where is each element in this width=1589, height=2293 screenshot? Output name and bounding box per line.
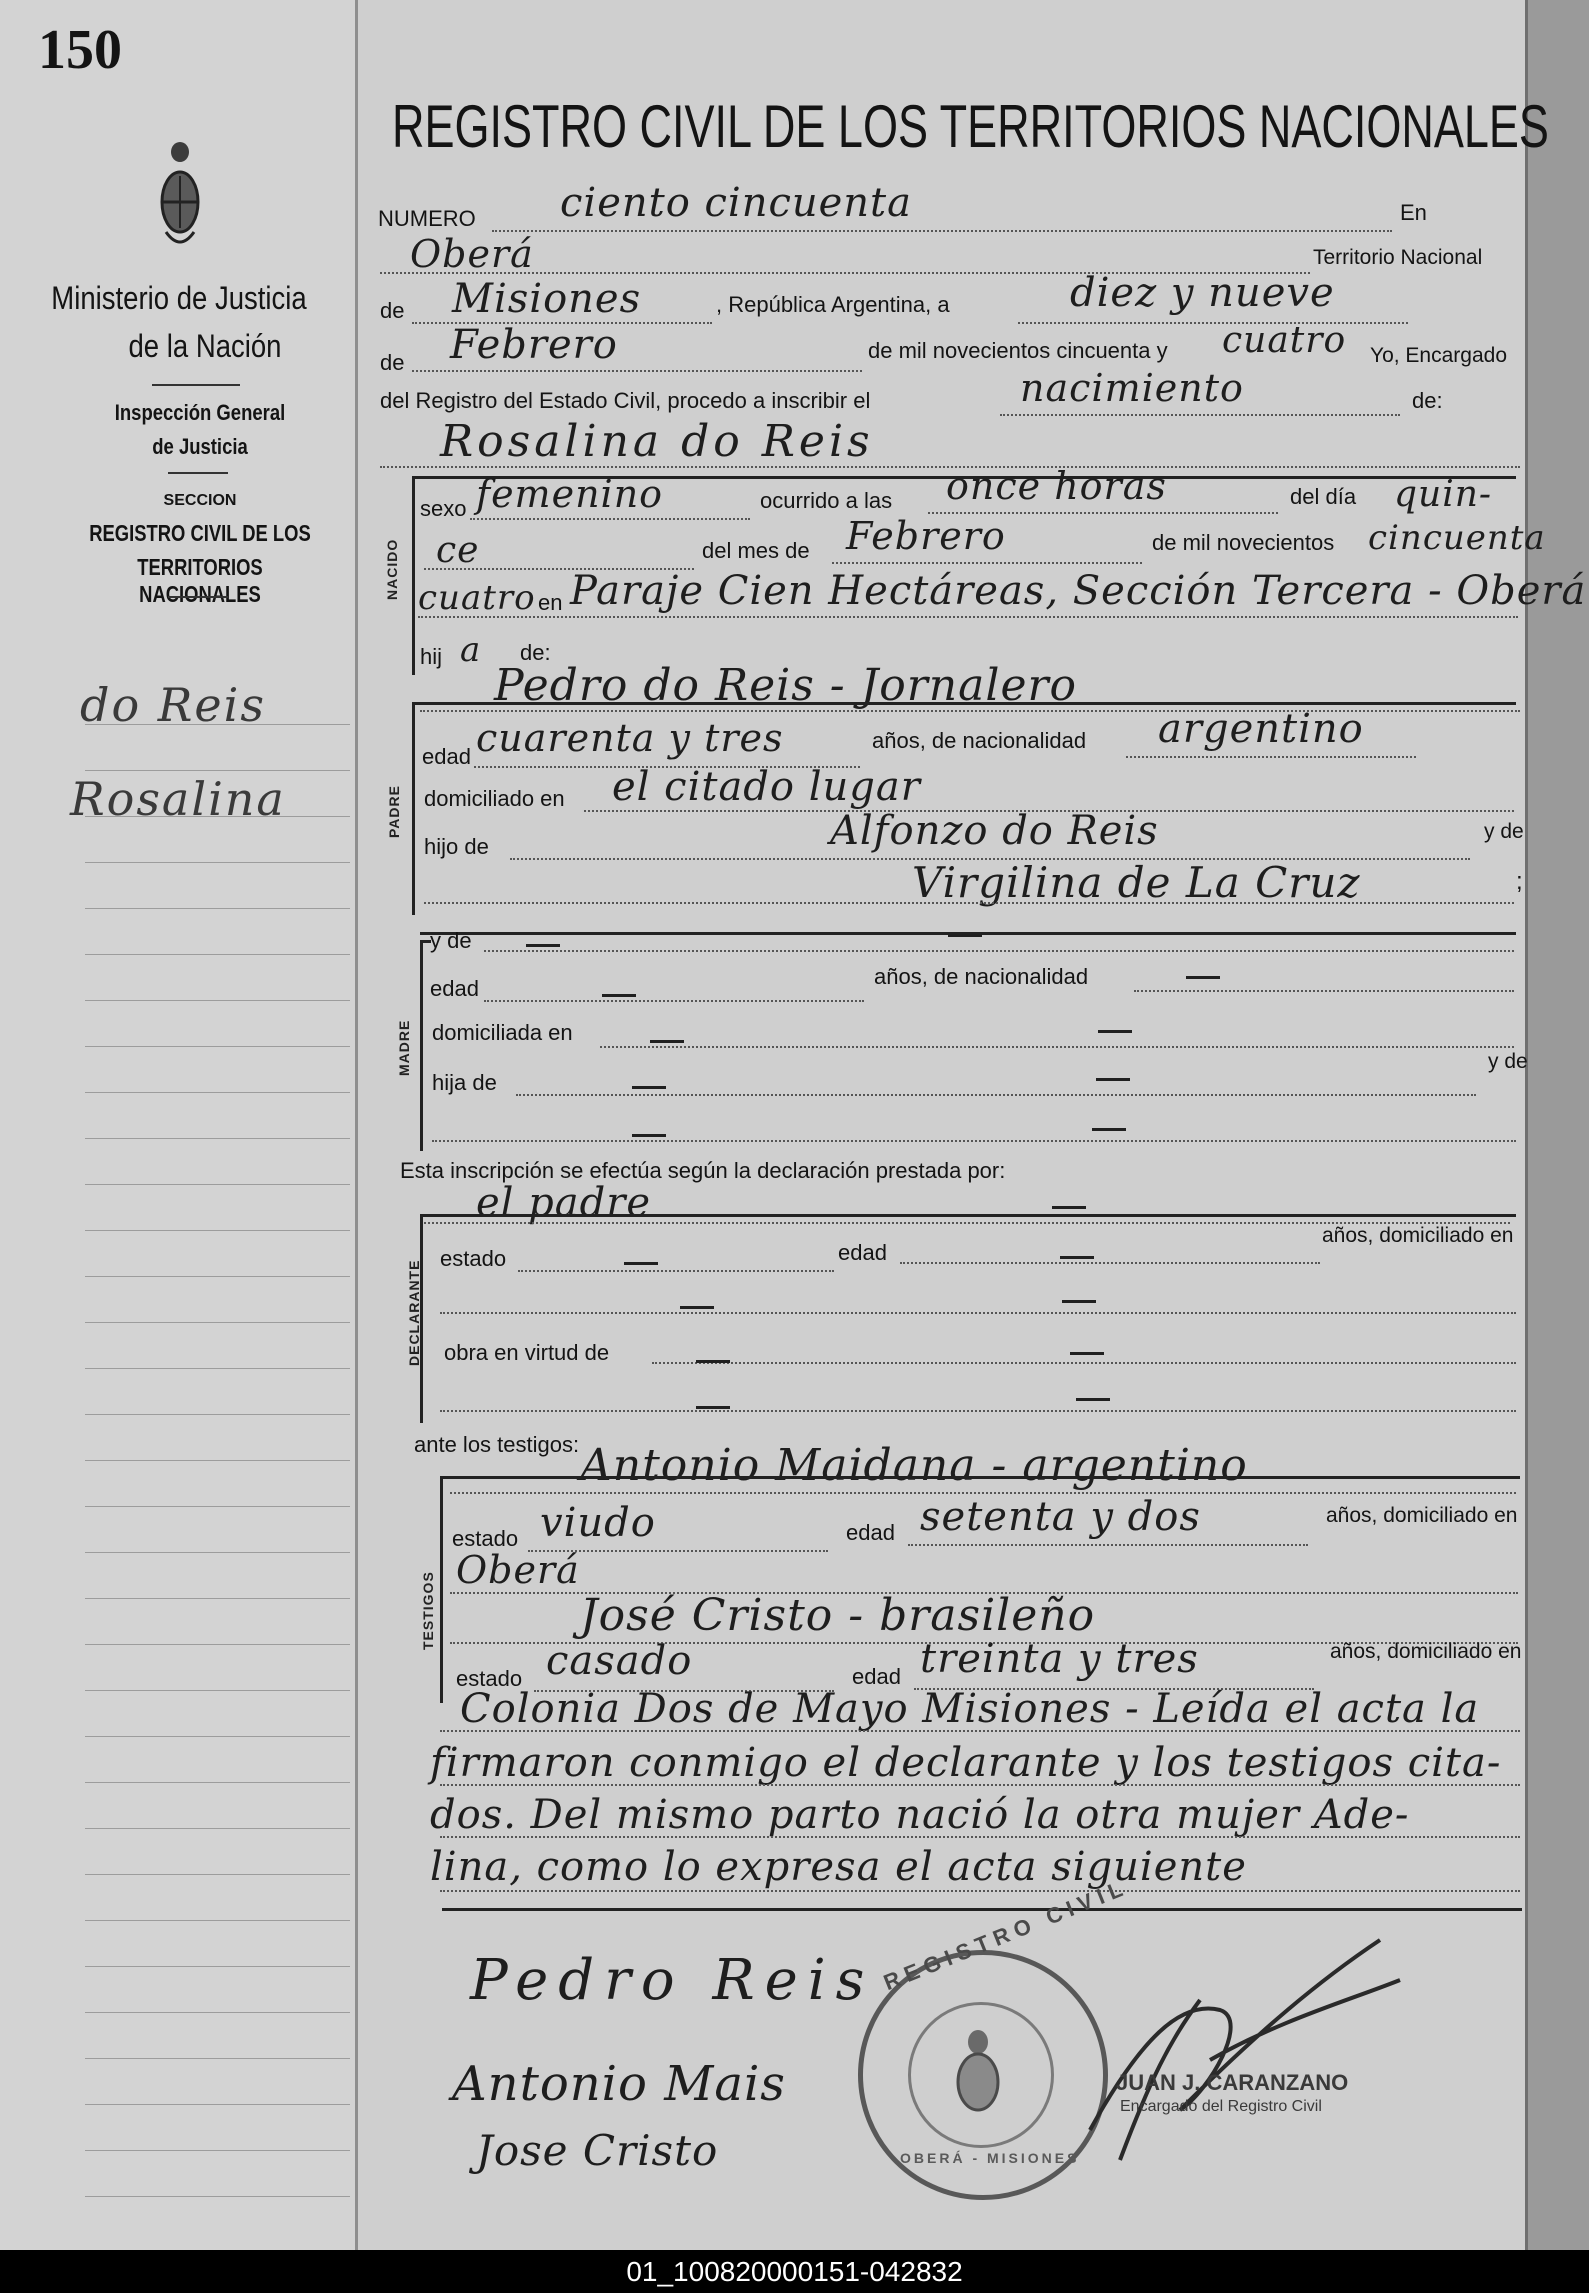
left-ruled-line [85,2058,350,2059]
sidebar-divider-2 [168,472,228,474]
left-ruled-line [85,1046,350,1047]
madre-dash-5 [650,1040,684,1043]
ante-testigos-label: ante los testigos: [414,1432,580,1457]
republica-label: , República Argentina, a [716,292,950,317]
declaracion-text: Esta inscripción se efectúa según la declaración prestada por: [400,1158,1006,1183]
padre-age: cuarenta y tres [476,716,784,760]
witness2-signature: Jose Cristo [476,2126,719,2175]
birth-year-label: de mil novecientos [1152,530,1335,555]
padre-top-rule [412,702,1516,705]
declarante-estado-label: estado [440,1246,507,1271]
madre-dom-line [600,1046,1514,1048]
madre-dash-7 [632,1086,666,1089]
witness1-estado: viudo [540,1500,656,1546]
left-ruled-line [85,770,350,771]
madre-dash-8 [1096,1078,1130,1081]
birth-month: Febrero [846,514,1006,558]
declarante-dash-5 [696,1360,730,1363]
left-ruled-line [85,1000,350,1001]
madre-y-de2-label: y de [1488,1050,1528,1073]
page-number: 150 [38,19,122,81]
stamp-text: REGISTRO CIVIL [880,1874,1132,1996]
intro-day: diez y nueve [1070,270,1335,316]
declarante-dash-3 [680,1306,714,1309]
madre-dash-10 [1092,1128,1126,1131]
officer-name: JUAN J. CARANZANO [1116,2070,1349,2095]
page-edge-shadow [1525,0,1589,2250]
numero-line [492,230,1392,232]
left-ruled-line [85,724,350,725]
section-line-2: TERRITORIOS NACIONALES [137,554,263,607]
declarante-anos-label: años, domiciliado en [1322,1224,1514,1247]
witness1-signature: Antonio Mais [452,2056,786,2112]
closing-line-1: Colonia Dos de Mayo Misiones - Leída el acta la [460,1686,1480,1732]
left-ruled-line [85,1414,350,1415]
left-ruled-line [85,1276,350,1277]
birth-place-line [418,616,1518,618]
left-ruled-line [85,1644,350,1645]
left-ruled-line [85,1874,350,1875]
padre-anos-label: años, de nacionalidad [872,728,1087,753]
intro-territory: Misiones [452,276,642,322]
decl-estado-line [518,1270,834,1272]
w1-edad-line [908,1544,1308,1546]
left-ruled-line [85,1322,350,1323]
left-ruled-line [85,1184,350,1185]
witness2-estado-label: estado [456,1666,523,1691]
de3-label: de: [1412,388,1443,413]
stamp-bottom-text: OBERÁ - MISIONES [900,2150,1080,2166]
de2-label: de [380,350,405,375]
decl-row4-line [440,1410,1516,1412]
en-place-label: en [538,590,563,615]
madre-parent2-line [432,1140,1516,1142]
padre-parent2-line [424,902,1514,904]
witness2-name: José Cristo - brasileño [580,1590,1096,1641]
declarante-dash-8 [1076,1398,1110,1401]
intro-month: Febrero [450,322,618,368]
left-ruled-line [85,954,350,955]
numero-value: ciento cincuenta [560,180,912,226]
intro-year: cuatro [1222,320,1347,361]
sidebar-given-name: Rosalina [70,772,286,826]
left-ruled-line [85,1598,350,1599]
inspection-line-2: de Justicia [152,434,248,459]
padre-parent1: Alfonzo do Reis [830,808,1159,854]
madre-nat-line [1134,990,1514,992]
decl-obra-line [652,1362,1516,1364]
declarante-obra-label: obra en virtud de [444,1340,610,1365]
intro-place: Oberá [410,232,534,276]
witness2-edad-label: edad [852,1664,901,1689]
testigos-top-rule [440,1476,1520,1479]
numero-label: NUMERO [378,206,476,231]
de-label: de [380,298,405,323]
left-ruled-line [85,1552,350,1553]
inspection-line-1: Inspección General [114,400,286,425]
witness1-estado-label: estado [452,1526,519,1551]
de-father-label: de: [520,640,551,665]
left-ruled-line [85,2012,350,2013]
left-ruled-line [85,1092,350,1093]
padre-nationality: argentino [1158,706,1364,752]
padre-edad-label: edad [422,744,471,769]
left-ruled-line [85,1230,350,1231]
padre-hijo-label: hijo de [424,834,489,859]
left-ruled-line [85,1736,350,1737]
document-title: REGISTRO CIVIL DE LOS TERRITORIOS NACIONALES [392,93,1549,160]
padre-domicilio: el citado lugar [612,764,921,810]
madre-dash-9 [632,1134,666,1137]
ocurrido-label: ocurrido a las [760,488,893,513]
left-ruled-line [85,1460,350,1461]
closing-line-2: firmaron conmigo el declarante y los testigos cita- [430,1740,1502,1786]
declarante-section-label: DECLARANTE [406,1259,422,1366]
padre-semicolon: ; [1516,868,1523,895]
padre-parent2: Virgilina de La Cruz [912,858,1361,907]
nacido-label: NACIDO [384,538,400,600]
territorio-label: Territorio Nacional [1313,246,1483,269]
en-label: En [1400,200,1427,225]
encargado-label: Yo, Encargado [1370,344,1508,367]
decl-row2-line [440,1312,1516,1314]
witness1-edad: setenta y dos [920,1494,1201,1540]
padre-domicilio-label: domiciliado en [424,786,565,811]
testigos-bracket [440,1476,451,1703]
witness2-edad: treinta y tres [920,1636,1199,1682]
madre-hija-label: hija de [432,1070,497,1095]
sidebar-divider [152,384,240,386]
closing-line-3-rule [440,1836,1520,1838]
madre-bracket [420,940,431,1151]
madre-dash-4 [1186,976,1220,979]
witness1-domicilio: Oberá [456,1548,580,1592]
hija-label: hij [420,644,443,669]
left-ruled-line [85,1368,350,1369]
footer-code: 01_100820000151-042832 [0,2250,1589,2293]
declarante-dash-1 [624,1262,658,1265]
madre-y-de-label: y de [430,928,472,953]
left-ruled-line [85,2150,350,2151]
left-ruled-line [85,862,350,863]
left-ruled-line [85,1138,350,1139]
stamp-emblem-icon [948,2022,1008,2122]
left-ruled-line [85,1920,350,1921]
left-ruled-line [85,1966,350,1967]
declarante-signature: Pedro Reis [470,1948,875,2013]
birth-place: Paraje Cien Hectáreas, Sección Tercera - Oberá [570,568,1587,614]
decl-edad-line [900,1262,1320,1264]
birth-year: cincuenta [1368,518,1546,558]
year-label: de mil novecientos cincuenta y [868,338,1168,363]
left-ruled-line [85,2104,350,2105]
time-value: once horas [946,464,1167,508]
left-ruled-line [85,1506,350,1507]
declarante-dash-0 [1052,1206,1086,1209]
father-name: Pedro do Reis - Jornalero [494,660,1078,711]
padre-bracket [412,702,423,915]
witness1-anos-label: años, domiciliado en [1326,1504,1518,1527]
sexo-value: femenino [476,472,664,516]
left-ruled-line [85,1782,350,1783]
sidebar-surname: do Reis [80,678,266,732]
witness1-edad-label: edad [846,1520,895,1545]
person-name: Rosalina do Reis [440,416,874,467]
testigos-section-label: TESTIGOS [420,1571,436,1650]
closing-line-3: dos. Del mismo parto nació la otra mujer Ade- [430,1792,1410,1838]
declarante-dash-6 [1070,1352,1104,1355]
madre-domicilio-label: domiciliada en [432,1020,573,1045]
madre-dash-6 [1098,1030,1132,1033]
madre-age-line [484,1000,864,1002]
ministry-line-2: de la Nación [128,328,282,364]
day-value: quin- [1394,474,1493,515]
sexo-line [470,518,750,520]
officer-title: Encargado del Registro Civil [1120,2098,1322,2115]
declarante-dash-4 [1062,1300,1096,1303]
padre-y-de-label: y de [1484,820,1524,843]
madre-anos-label: años, de nacionalidad [874,964,1089,989]
officer-signature-flourish [1060,1880,1420,2180]
declarante-dash-2 [1060,1256,1094,1259]
madre-y-de-line [484,950,1514,952]
left-ruled-line [85,816,350,817]
coat-of-arms-icon [160,140,200,258]
witness2-estado: casado [546,1638,693,1684]
mes-label: del mes de [702,538,810,563]
left-ruled-line [85,1690,350,1691]
madre-dash-3 [602,994,636,997]
witness1-name: Antonio Maidana - argentino [580,1440,1248,1491]
section-label: SECCION [163,492,237,509]
declarante-top-rule [420,1214,1516,1217]
witness2-anos-label: años, domiciliado en [1330,1640,1522,1663]
day-value-cont: ce [436,530,480,571]
intro-act: nacimiento [1020,366,1244,410]
closing-line-1-rule [440,1730,1520,1732]
declarante-edad-label: edad [838,1240,887,1265]
day-line [1018,322,1408,324]
left-ruled-line [85,1828,350,1829]
dia-label: del día [1290,484,1357,509]
ministry-line-1: Ministerio de Justicia [51,280,307,316]
birth-year-cont: cuatro [418,578,536,618]
declarante-value: el padre [476,1180,652,1226]
hija-value: a [460,630,482,670]
padre-nat-line [1126,756,1416,758]
month-line [412,370,862,372]
act-line [1000,414,1400,416]
left-ruled-line [85,2196,350,2197]
madre-edad-label: edad [430,976,479,1001]
madre-dash-1 [526,944,560,947]
madre-parent1-line [516,1094,1476,1096]
closing-line-4: lina, como lo expresa el acta siguiente [430,1844,1247,1890]
madre-dash-2 [948,934,982,937]
declarante-dash-7 [696,1406,730,1409]
padre-label: PADRE [386,785,402,838]
section-line-1: REGISTRO CIVIL DE LOS [89,520,311,546]
sexo-label: sexo [420,496,467,521]
closing-line-2-rule [440,1784,1520,1786]
madre-label: MADRE [396,1019,412,1076]
sidebar-divider-3 [168,596,228,598]
left-ruled-line [85,908,350,909]
birth-month-line [832,562,1142,564]
registro-label: del Registro del Estado Civil, procedo a inscribir el [380,388,871,413]
